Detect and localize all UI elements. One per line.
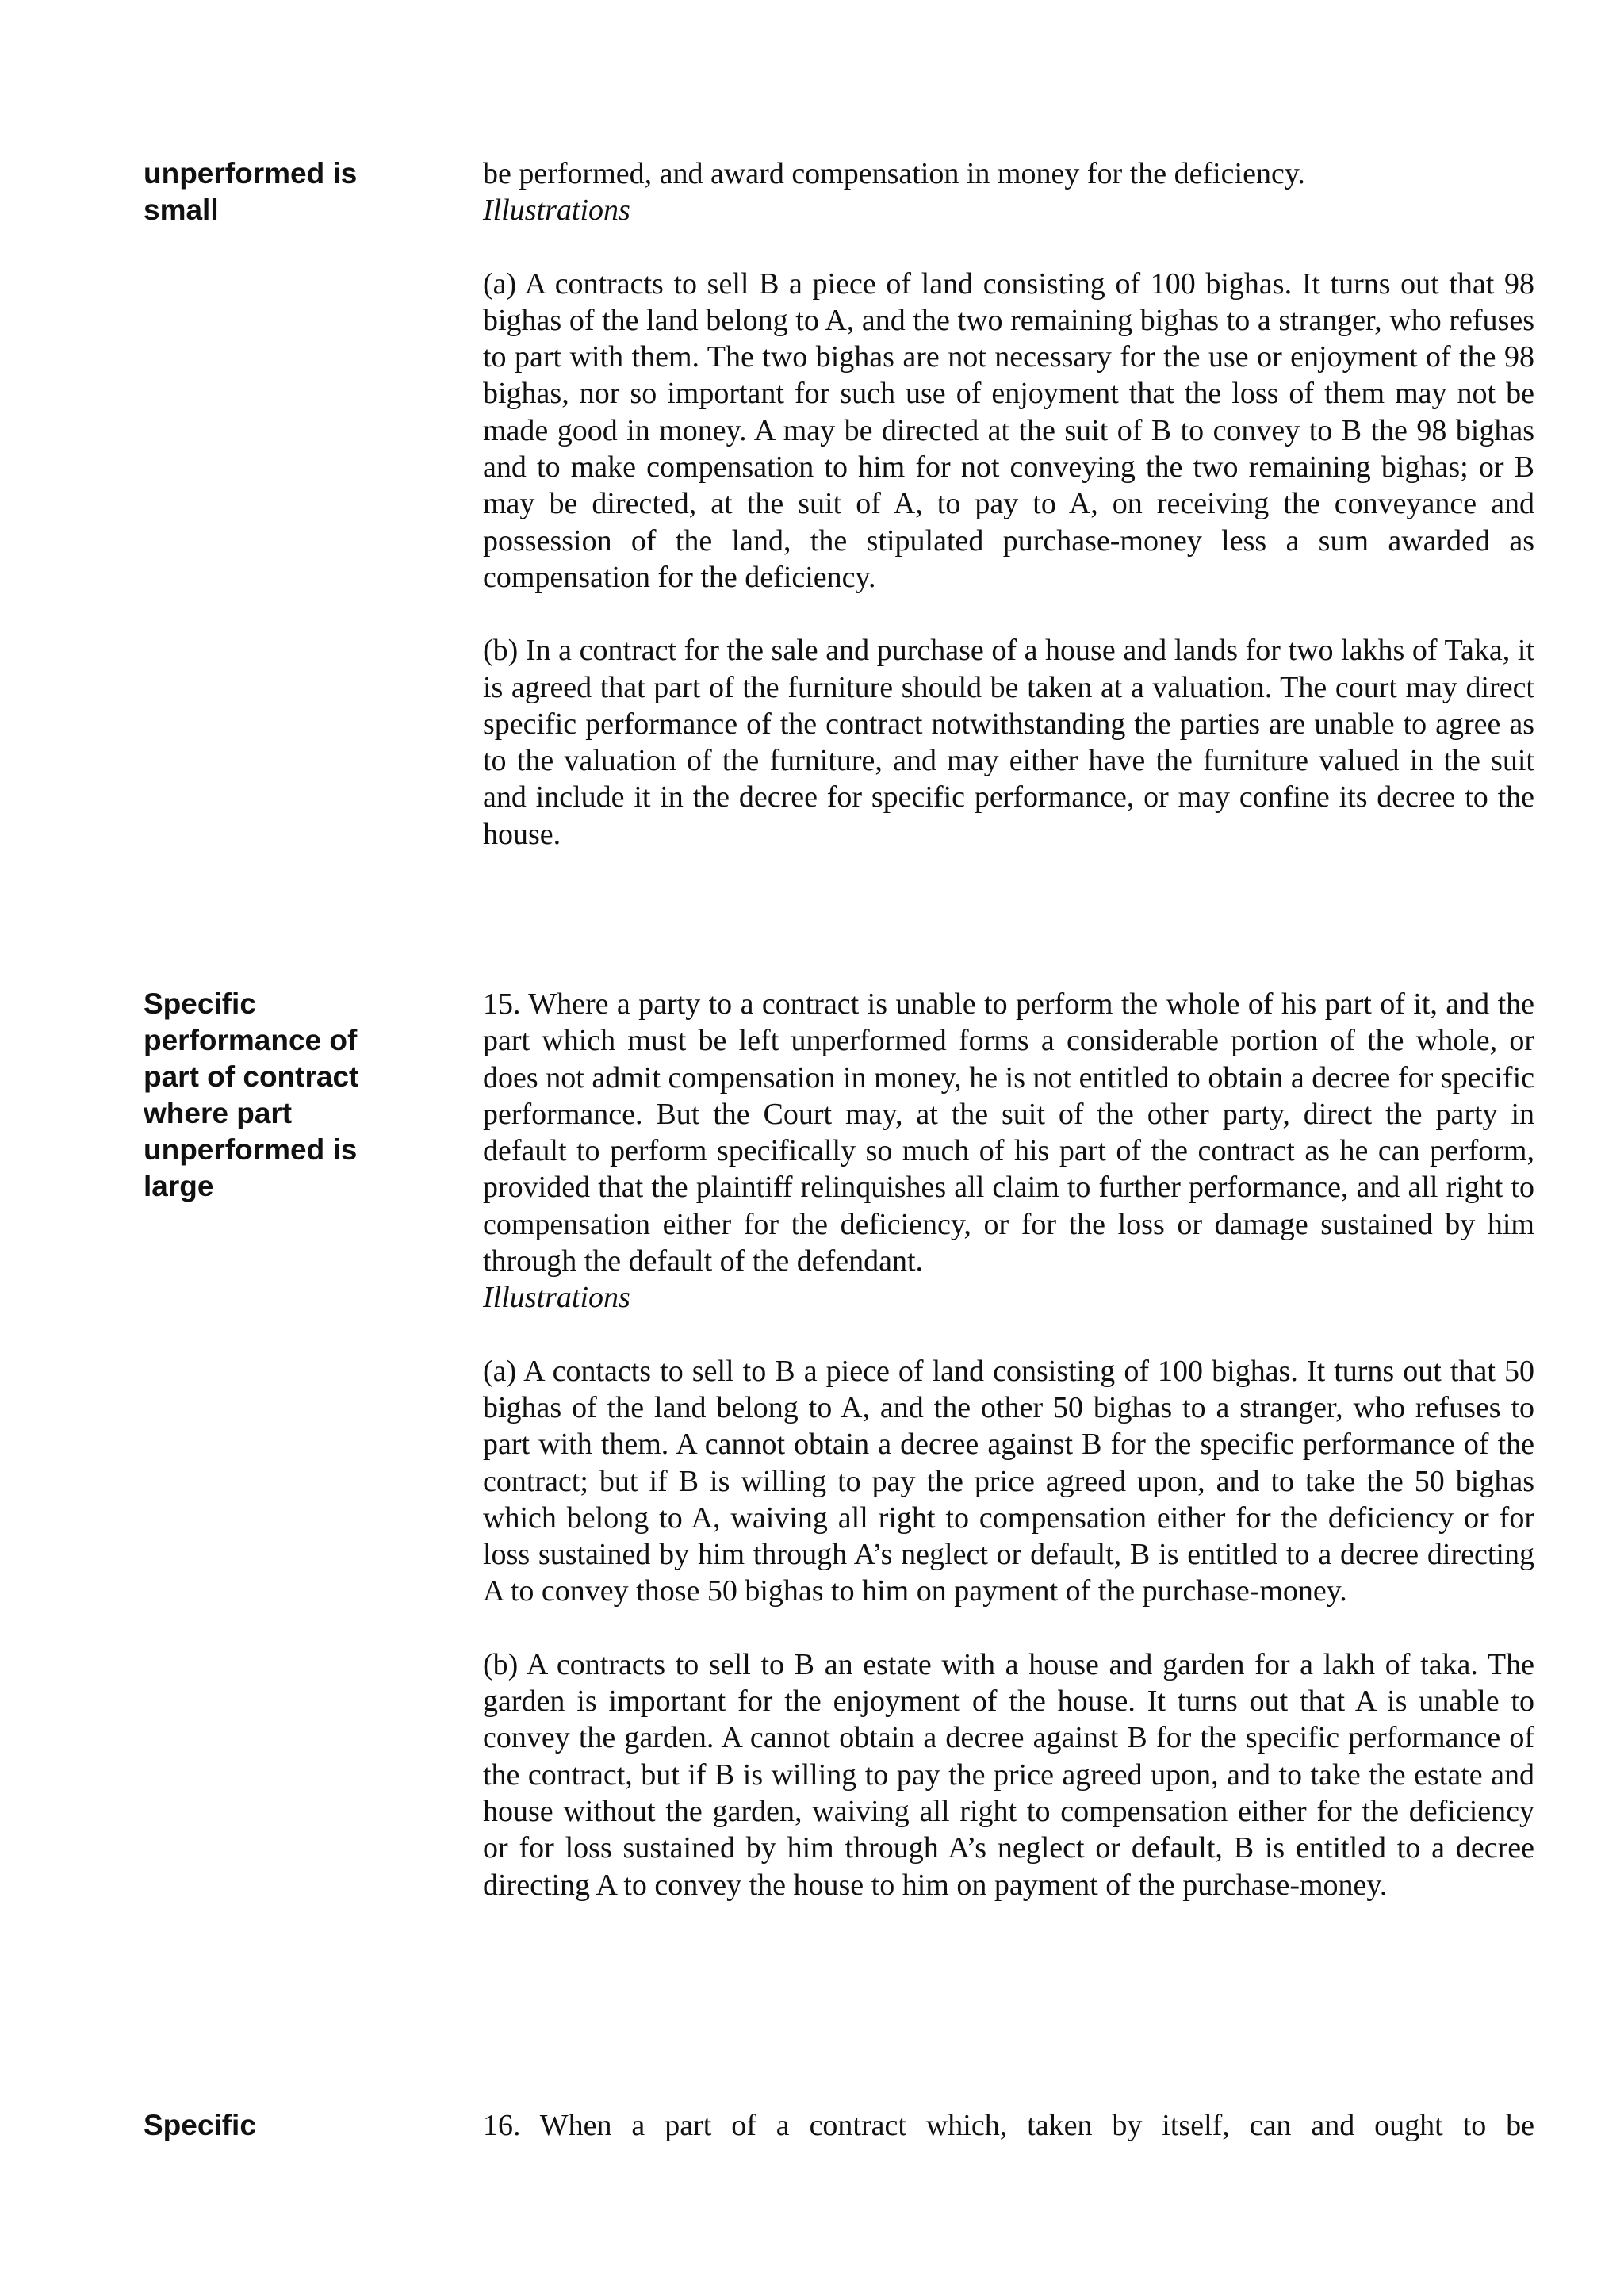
paragraph-gap [483,1610,1534,1646]
section-text: 15. Where a party to a contract is unable to perform the whole of his part of it, and the part which must be left unperformed forms a considerable portion of the whole, or does not admit compensation in money, he is not entitled to obtain a decree for specific performance. But the Court may, at the suit of the other party, direct the party in default to perform specifically so much of his part of the contract as he can perform, provided that the plaintiff relinquishes all claim to further performance, and all right to compensation either for the deficiency, or for the loss or damage sustained by him through the default of the defendant. [483,987,1534,1278]
margin-note: Specific [144,2109,256,2141]
section-text: 16. When a part of a contract which, taken by itself, can and ought to be [483,2109,1534,2142]
paragraph-gap [483,1317,1534,1353]
illustration-b: (b) In a contract for the sale and purchase of a house and lands for two lakhs of Taka, it is agreed that part of the furniture should be taken at a valuation. The court may direct specific performance of the contract notwithstanding the parties are unable to agree as to the valuation of the furniture, and may either have the furniture valued in the suit and include it in the decree for specific performance, or may confine its decree to the house. [483,634,1534,851]
section-body [483,2107,1534,2144]
paragraph-gap [483,229,1534,266]
margin-note: Specific performance of part of contract where part unperformed is large [144,987,359,1202]
margin-note: unperformed is small [144,157,358,226]
section-body [483,986,1534,1903]
opening-paragraph: be performed, and award compensation in money for the deficiency. [483,157,1305,190]
illustration-b: (b) A contracts to sell to B an estate with a house and garden for a lakh of taka. The garden is important for the enjoyment of the house. It turns out that A is unable to convey the garden. A cannot obtain a decree against B for the specific performance of the contract, but if B is willing to pay the price agreed upon, and to take the estate and house without the garden, waiving all right to compensation either for the deficiency or for loss sustained by him through A’s neglect or default, B is entitled to a decree directing A to convey the house to him on payment of the purchase-money. [483,1647,1534,1902]
illustration-a: (a) A contracts to sell B a piece of land consisting of 100 bighas. It turns out that 98 bighas of the land belong to A, and the two remaining bighas to a stranger, who refuses to part with them. The two bighas are not necessary for the use or enjoyment of the 98 bighas, nor so important for such use of enjoyment that the loss of them may not be made good in money. A may be directed at the suit of B to convey to B the 98 bighas and to make compensation to him for not conveying the two remaining bighas; or B may be directed, at the suit of A, to pay to A, on receiving the conveyance and possession of the land, the stipulated purchase-money less a sum awarded as compensation for the deficiency. [483,266,1534,594]
section-body [483,155,1534,853]
illustration-a: (a) A contacts to sell to B a piece of land consisting of 100 bighas. It turns out that 50 bighas of the land belong to A, and the other 50 bighas to a stranger, who refuses to part with them. A cannot obtain a decree against B for the specific performance of the contract; but if B is willing to pay the price agreed upon, and to take the 50 bighas which belong to A, waiving all right to compensation either for the deficiency or for loss sustained by him through A’s neglect or default, B is entitled to a decree directing A to convey those 50 bighas to him on payment of the purchase-money. [483,1354,1534,1608]
illustrations-heading: Illustrations [483,1281,630,1315]
paragraph-gap [483,596,1534,632]
illustrations-heading: Illustrations [483,194,630,228]
